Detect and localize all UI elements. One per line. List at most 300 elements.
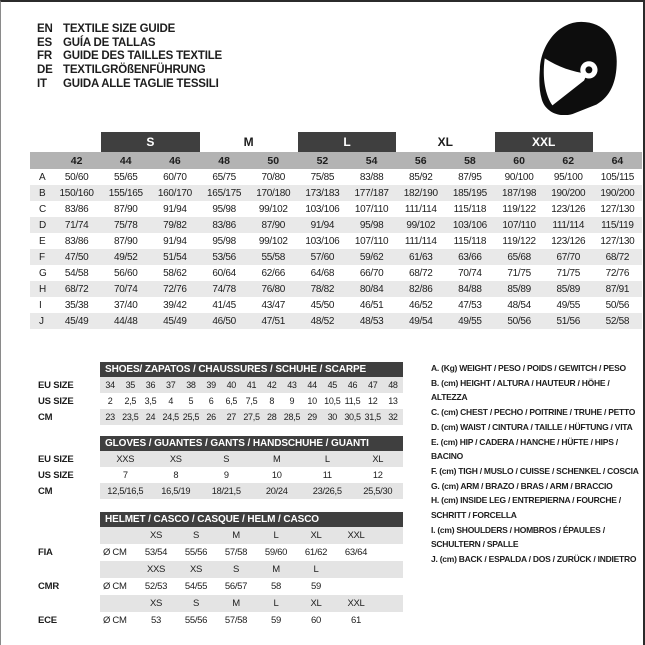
measurement-value: 107/110 xyxy=(502,219,536,231)
measurement-row xyxy=(30,297,642,313)
shoe-size-value: 32 xyxy=(388,412,398,422)
measurement-row-key: F xyxy=(39,251,46,263)
language-title: GUIDE DES TAILLES TEXTILE xyxy=(63,50,222,63)
size-number: 60 xyxy=(513,154,525,167)
helmet-standard-label: CMR xyxy=(38,581,60,592)
measurement-value: 111/114 xyxy=(552,219,585,231)
shoe-size-value: 7,5 xyxy=(245,396,258,406)
helmet-size-value: 55/56 xyxy=(184,615,208,626)
glove-size-value: M xyxy=(273,454,281,464)
helmet-size-value: 57/58 xyxy=(224,547,248,558)
measurement-value: 103/106 xyxy=(305,203,340,215)
measurement-value: 46/51 xyxy=(359,299,384,311)
measurement-value: 75/85 xyxy=(310,171,335,183)
helmet-size-value: XL xyxy=(310,598,322,609)
measurement-value: 68/72 xyxy=(408,267,433,279)
helmet-size-value: 56/57 xyxy=(224,581,248,592)
helmet-size-value: M xyxy=(232,598,240,609)
measurement-value: 49/52 xyxy=(113,251,138,263)
shoe-size-value: 25,5 xyxy=(182,412,200,422)
glove-size-value: XL xyxy=(372,454,384,464)
gloves-row xyxy=(38,451,403,467)
measurement-value: 37/40 xyxy=(113,299,138,311)
helmet-size-value: 57/58 xyxy=(224,615,248,626)
measurement-value: 45/50 xyxy=(310,299,335,311)
helmet-size-value: 53 xyxy=(151,615,161,626)
measurement-value: 50/56 xyxy=(507,315,531,327)
size-group-label: M xyxy=(243,135,254,149)
measurement-value: 50/60 xyxy=(64,171,89,183)
measurement-value: 79/82 xyxy=(163,219,187,231)
shoes-row-label: CM xyxy=(38,411,53,423)
shoe-size-value: 5 xyxy=(188,396,194,406)
measurement-value: 87/90 xyxy=(113,203,138,215)
shoe-size-value: 12 xyxy=(367,396,378,406)
measurement-value: 76/80 xyxy=(261,283,285,295)
helmet-size-value: 59 xyxy=(311,581,321,592)
measurement-value: 56/60 xyxy=(113,267,138,279)
size-group-label: XXL xyxy=(495,132,593,152)
glove-size-value: 16,5/19 xyxy=(161,486,191,496)
legend-item: B. (cm) HEIGHT / ALTURA / HAUTEUR / HÖHE / ALTEZZA xyxy=(431,377,610,403)
measurement-value: 61/63 xyxy=(408,251,433,263)
helmet-row-values xyxy=(100,595,403,612)
shoe-size-value: 36 xyxy=(145,380,156,390)
measurement-value: 39/42 xyxy=(163,299,187,311)
helmet-size-value: XXS xyxy=(146,564,166,575)
measurement-value: 74/78 xyxy=(212,283,236,295)
shoes-row-values xyxy=(100,393,403,409)
helmet-size-value: 52/53 xyxy=(144,581,168,592)
textile-measurement-rows xyxy=(30,169,642,329)
language-row xyxy=(37,50,222,64)
helmet-table-title: HELMET / CASCO / CASQUE / HELM / CASCO xyxy=(100,512,403,527)
measurement-row xyxy=(30,313,642,329)
shoe-size-value: 2,5 xyxy=(124,396,137,406)
measurement-value: 90/100 xyxy=(504,171,534,183)
language-code: IT xyxy=(37,78,47,91)
measurement-value: 105/115 xyxy=(600,171,635,183)
gloves-table xyxy=(38,451,403,499)
measurement-row xyxy=(30,281,642,297)
legend-item: H. (cm) INSIDE LEG / ENTREPIERNA / FOURCHE / SCHRITT / FORCELLA xyxy=(431,495,621,521)
gloves-row xyxy=(38,467,403,483)
measurement-value: 70/74 xyxy=(458,267,482,279)
measurement-value: 103/106 xyxy=(305,235,340,247)
measurement-value: 187/198 xyxy=(502,187,537,199)
measurement-value: 115/119 xyxy=(601,219,634,231)
measurement-value: 85/89 xyxy=(507,283,531,295)
measurement-value: 65/68 xyxy=(507,251,531,263)
measurement-value: 83/88 xyxy=(359,171,384,183)
measurement-value: 83/86 xyxy=(212,219,236,231)
helmet-size-value: L xyxy=(273,598,279,609)
glove-size-value: 20/24 xyxy=(265,486,288,496)
helmet-size-value: S xyxy=(192,530,200,541)
measurement-value: 111/114 xyxy=(404,235,437,247)
language-title: GUIDA ALLE TAGLIE TESSILI xyxy=(63,78,219,91)
measurement-value: 45/49 xyxy=(163,315,187,327)
language-row xyxy=(37,63,222,77)
shoes-row-label: EU SIZE xyxy=(38,379,74,391)
legend-item: A. (Kg) WEIGHT / PESO / POIDS / GEWITCH / PESO xyxy=(431,363,626,373)
shoe-size-value: 3,5 xyxy=(144,396,157,406)
shoe-size-value: 6 xyxy=(208,396,214,406)
measurement-row-key: G xyxy=(39,267,47,279)
helmet-size-value: 61 xyxy=(351,615,361,626)
measurement-value: 70/74 xyxy=(113,283,138,295)
measurement-value: 127/130 xyxy=(600,203,635,215)
measurement-value: 66/70 xyxy=(359,267,384,279)
size-group-row xyxy=(30,132,642,152)
helmet-icon xyxy=(526,19,623,115)
helmet-row xyxy=(38,612,403,629)
glove-size-value: 10 xyxy=(271,470,282,480)
language-code: ES xyxy=(37,36,52,49)
helmet-row xyxy=(38,595,403,612)
measurement-value: 82/86 xyxy=(408,283,433,295)
measurement-value: 46/50 xyxy=(212,315,236,327)
helmet-size-value: XXL xyxy=(347,598,365,609)
shoe-size-value: 11,5 xyxy=(344,396,361,406)
measurement-value: 47/51 xyxy=(261,315,285,327)
size-number: 48 xyxy=(218,154,230,167)
measurement-value: 190/200 xyxy=(600,187,635,199)
language-code: DE xyxy=(37,64,53,77)
shoe-size-value: 24,5 xyxy=(162,412,179,422)
measurement-value: 87/90 xyxy=(113,235,138,247)
measurement-value: 115/118 xyxy=(453,235,487,247)
shoe-size-value: 38 xyxy=(186,380,196,390)
helmet-size-value: XS xyxy=(149,530,163,541)
measurement-value: 51/56 xyxy=(556,315,580,327)
shoe-size-value: 10 xyxy=(307,396,317,406)
textile-size-table xyxy=(30,132,642,329)
shoe-size-value: 26 xyxy=(206,412,216,422)
measurement-value: 99/102 xyxy=(258,203,288,215)
helmet-standard-label: ECE xyxy=(38,615,57,626)
measurement-value: 72/76 xyxy=(605,267,630,279)
measurement-value: 87/90 xyxy=(261,219,285,231)
measurement-value: 71/74 xyxy=(64,219,89,231)
shoe-size-value: 29 xyxy=(307,412,317,422)
shoe-size-value: 34 xyxy=(105,380,115,390)
language-row xyxy=(37,36,222,50)
measurement-value: 48/53 xyxy=(359,315,384,327)
measurement-value: 60/70 xyxy=(163,171,187,183)
measurement-value: 68/72 xyxy=(605,251,630,263)
measurement-value: 185/195 xyxy=(452,187,487,199)
glove-size-value: 8 xyxy=(173,470,179,480)
glove-size-value: L xyxy=(324,454,330,464)
shoe-size-value: 13 xyxy=(388,396,398,406)
glove-size-value: 9 xyxy=(223,470,229,480)
shoes-row-values xyxy=(100,377,403,393)
helmet-row-values xyxy=(100,527,403,544)
shoe-size-value: 37 xyxy=(165,380,176,390)
language-code: EN xyxy=(37,22,53,35)
shoes-row xyxy=(38,409,403,425)
size-number: 58 xyxy=(464,154,476,167)
measurement-value: 83/86 xyxy=(64,203,89,215)
helmet-row-values xyxy=(100,578,403,595)
glove-size-value: XXS xyxy=(116,454,135,464)
measurement-value: 160/170 xyxy=(157,187,192,199)
language-header xyxy=(37,22,222,91)
shoe-size-value: 24 xyxy=(145,412,156,422)
measurement-value: 49/54 xyxy=(408,315,433,327)
helmet-size-value: 61/62 xyxy=(304,547,328,558)
measurement-value: 190/200 xyxy=(551,187,586,199)
measurement-value: 57/60 xyxy=(310,251,335,263)
helmet-size-value: XS xyxy=(189,564,203,575)
measurement-value: 44/48 xyxy=(113,315,138,327)
shoe-size-value: 23 xyxy=(105,412,115,422)
measurement-row-key: B xyxy=(39,187,46,199)
shoes-table-title: SHOES/ ZAPATOS / CHAUSSURES / SCHUHE / SCARPE xyxy=(100,362,403,377)
gloves-row-values xyxy=(100,467,403,483)
size-group-label: S xyxy=(101,132,199,152)
measurement-row-key: A xyxy=(39,171,46,183)
helmet-row xyxy=(38,527,403,544)
shoe-size-value: 9 xyxy=(289,396,295,406)
diameter-unit-label: Ø CM xyxy=(103,581,127,592)
measurement-row xyxy=(30,233,642,249)
gloves-row-label: US SIZE xyxy=(38,469,74,481)
measurement-value: 165/175 xyxy=(207,187,242,199)
measurement-value: 150/160 xyxy=(59,187,94,199)
measurement-value: 182/190 xyxy=(403,187,438,199)
size-number: 62 xyxy=(562,154,575,167)
measurement-value: 55/58 xyxy=(261,251,285,263)
measurement-value: 99/102 xyxy=(258,235,288,247)
helmet-size-value: XS xyxy=(149,598,163,609)
shoe-size-value: 30 xyxy=(327,412,337,422)
measurement-value: 46/52 xyxy=(408,299,433,311)
measurement-value: 177/187 xyxy=(354,187,389,199)
shoe-size-value: 42 xyxy=(266,380,277,390)
glove-size-value: 23/26,5 xyxy=(312,486,342,496)
measurement-row xyxy=(30,185,642,201)
glove-size-value: S xyxy=(223,454,230,464)
measurement-value: 123/126 xyxy=(551,235,586,247)
glove-size-value: XS xyxy=(169,454,182,464)
measurement-value: 83/86 xyxy=(64,235,89,247)
measurement-row xyxy=(30,217,642,233)
helmet-size-value: 58 xyxy=(271,581,281,592)
shoes-row xyxy=(38,377,403,393)
gloves-row-label: CM xyxy=(38,485,53,497)
shoe-size-value: 44 xyxy=(307,380,317,390)
measurement-value: 95/98 xyxy=(212,203,236,215)
measurement-value: 75/78 xyxy=(113,219,138,231)
language-title: TEXTILE SIZE GUIDE xyxy=(63,22,176,35)
helmet-row-values xyxy=(100,561,403,578)
measurement-value: 47/53 xyxy=(458,299,482,311)
gloves-row-values xyxy=(100,451,403,467)
measurement-value: 48/54 xyxy=(507,299,531,311)
measurement-value: 111/114 xyxy=(404,203,437,215)
helmet-size-value: L xyxy=(273,530,279,541)
measurement-row-key: D xyxy=(39,219,47,231)
helmet-row xyxy=(38,544,403,561)
measurement-value: 48/52 xyxy=(310,315,335,327)
shoe-size-value: 45 xyxy=(327,380,337,390)
legend-item: D. (cm) WAIST / CINTURA / TAILLE / HÜFTUNG / VITA xyxy=(431,421,633,432)
shoes-row-values xyxy=(100,409,403,425)
helmet-size-value: 59 xyxy=(271,615,281,626)
shoe-size-value: 39 xyxy=(206,380,216,390)
shoe-size-value: 47 xyxy=(367,380,378,390)
measurement-legend xyxy=(431,361,643,567)
gloves-row-label: EU SIZE xyxy=(38,453,74,465)
shoe-size-value: 35 xyxy=(125,380,135,390)
measurement-value: 70/80 xyxy=(261,171,285,183)
diameter-unit-label: Ø CM xyxy=(103,547,127,558)
measurement-value: 85/92 xyxy=(408,171,433,183)
size-number: 50 xyxy=(267,154,280,167)
measurement-value: 87/91 xyxy=(605,283,630,295)
helmet-size-value: M xyxy=(232,530,240,541)
measurement-value: 95/98 xyxy=(212,235,236,247)
language-code: FR xyxy=(37,50,52,63)
measurement-value: 123/126 xyxy=(551,203,586,215)
size-group-label: L xyxy=(298,132,396,152)
shoe-size-value: 2 xyxy=(107,396,113,406)
measurement-value: 155/165 xyxy=(108,187,143,199)
size-group-label: XL xyxy=(437,135,453,149)
shoe-size-value: 30,5 xyxy=(344,412,361,422)
helmet-size-value: 60 xyxy=(311,615,321,626)
measurement-value: 47/50 xyxy=(64,251,89,263)
measurement-value: 87/95 xyxy=(458,171,482,183)
helmet-size-value: L xyxy=(313,564,319,575)
measurement-value: 51/54 xyxy=(163,251,187,263)
measurement-value: 50/56 xyxy=(605,299,630,311)
language-row xyxy=(37,77,222,91)
language-title: TEXTILGRÖßENFÜHRUNG xyxy=(63,64,206,77)
measurement-value: 107/110 xyxy=(354,235,389,247)
shoe-size-value: 40 xyxy=(226,380,236,390)
language-row xyxy=(37,22,222,36)
helmet-row xyxy=(38,561,403,578)
measurement-value: 54/58 xyxy=(64,267,89,279)
helmet-size-value: XL xyxy=(310,530,322,541)
measurement-value: 84/88 xyxy=(458,283,482,295)
gloves-row-values xyxy=(100,483,403,499)
gloves-row xyxy=(38,483,403,499)
shoe-size-value: 4 xyxy=(168,396,174,406)
measurement-value: 95/100 xyxy=(553,171,583,183)
helmet-size-value: XXL xyxy=(347,530,365,541)
glove-size-value: 12,5/16,5 xyxy=(107,486,144,496)
measurement-value: 53/56 xyxy=(212,251,236,263)
measurement-value: 170/180 xyxy=(256,187,291,199)
shoe-size-value: 48 xyxy=(388,380,398,390)
size-number-header-row xyxy=(30,152,642,169)
diameter-unit-label: Ø CM xyxy=(103,615,127,626)
glove-size-value: 25,5/30 xyxy=(363,486,393,496)
measurement-value: 119/122 xyxy=(502,235,536,247)
measurement-value: 65/75 xyxy=(212,171,236,183)
shoe-size-value: 43 xyxy=(287,380,297,390)
helmet-size-value: M xyxy=(272,564,280,575)
measurement-value: 55/65 xyxy=(113,171,138,183)
helmet-row-values xyxy=(100,544,403,561)
measurement-value: 71/75 xyxy=(556,267,580,279)
shoe-size-value: 46 xyxy=(347,380,358,390)
helmet-size-value: 54/55 xyxy=(184,581,208,592)
helmet-row-values xyxy=(100,612,403,629)
shoe-size-value: 28,5 xyxy=(283,412,301,422)
measurement-row-key: C xyxy=(39,203,47,215)
helmet-row xyxy=(38,578,403,595)
measurement-value: 62/66 xyxy=(261,267,285,279)
measurement-value: 64/68 xyxy=(310,267,335,279)
measurement-row xyxy=(30,169,642,185)
shoes-row xyxy=(38,393,403,409)
shoe-size-value: 27 xyxy=(226,412,236,422)
measurement-value: 72/76 xyxy=(163,283,187,295)
measurement-value: 71/75 xyxy=(507,267,531,279)
gloves-table-title: GLOVES / GUANTES / GANTS / HANDSCHUHE / GUANTI xyxy=(100,436,403,451)
measurement-row xyxy=(30,249,642,265)
helmet-table xyxy=(38,527,403,629)
measurement-value: 35/38 xyxy=(64,299,89,311)
measurement-value: 45/49 xyxy=(64,315,89,327)
measurement-value: 49/55 xyxy=(556,299,580,311)
measurement-value: 99/102 xyxy=(406,219,436,231)
shoe-size-value: 27,5 xyxy=(243,412,260,422)
measurement-value: 173/183 xyxy=(305,187,340,199)
measurement-value: 119/122 xyxy=(502,203,536,215)
measurement-value: 58/62 xyxy=(163,267,187,279)
legend-item: J. (cm) BACK / ESPALDA / DOS / ZURÜCK / INDIETRO xyxy=(431,554,637,565)
shoe-size-value: 28 xyxy=(266,412,277,422)
measurement-value: 115/118 xyxy=(453,203,487,215)
shoes-row-label: US SIZE xyxy=(38,395,74,407)
legend-item: F. (cm) TIGH / MUSLO / CUISSE / SCHENKEL / COSCIA xyxy=(431,465,639,476)
measurement-value: 103/106 xyxy=(452,219,487,231)
measurement-row-key: J xyxy=(39,315,44,327)
measurement-value: 85/89 xyxy=(556,283,580,295)
measurement-value: 80/84 xyxy=(359,283,384,295)
shoe-size-value: 41 xyxy=(246,380,257,390)
shoes-table xyxy=(38,377,403,425)
measurement-value: 127/130 xyxy=(600,235,635,247)
size-number: 52 xyxy=(316,154,329,167)
glove-size-value: 7 xyxy=(122,470,128,480)
size-number: 64 xyxy=(611,154,624,167)
measurement-row-key: I xyxy=(39,299,42,311)
measurement-value: 43/47 xyxy=(261,299,285,311)
measurement-value: 41/45 xyxy=(212,299,236,311)
helmet-size-value: S xyxy=(232,564,240,575)
helmet-standard-label: FIA xyxy=(38,547,53,558)
legend-item: C. (cm) CHEST / PECHO / POITRINE / TRUHE / PETTO xyxy=(431,407,636,418)
measurement-value: 91/94 xyxy=(163,235,187,247)
glove-size-value: 11 xyxy=(322,470,332,480)
shoe-size-value: 6,5 xyxy=(225,396,238,406)
size-number: 54 xyxy=(365,154,378,167)
measurement-value: 95/98 xyxy=(359,219,384,231)
size-number: 46 xyxy=(169,154,181,167)
helmet-size-value: 59/60 xyxy=(264,547,288,558)
measurement-row-key: E xyxy=(39,235,46,247)
measurement-value: 91/94 xyxy=(310,219,335,231)
measurement-value: 67/70 xyxy=(556,251,580,263)
measurement-value: 91/94 xyxy=(163,203,187,215)
